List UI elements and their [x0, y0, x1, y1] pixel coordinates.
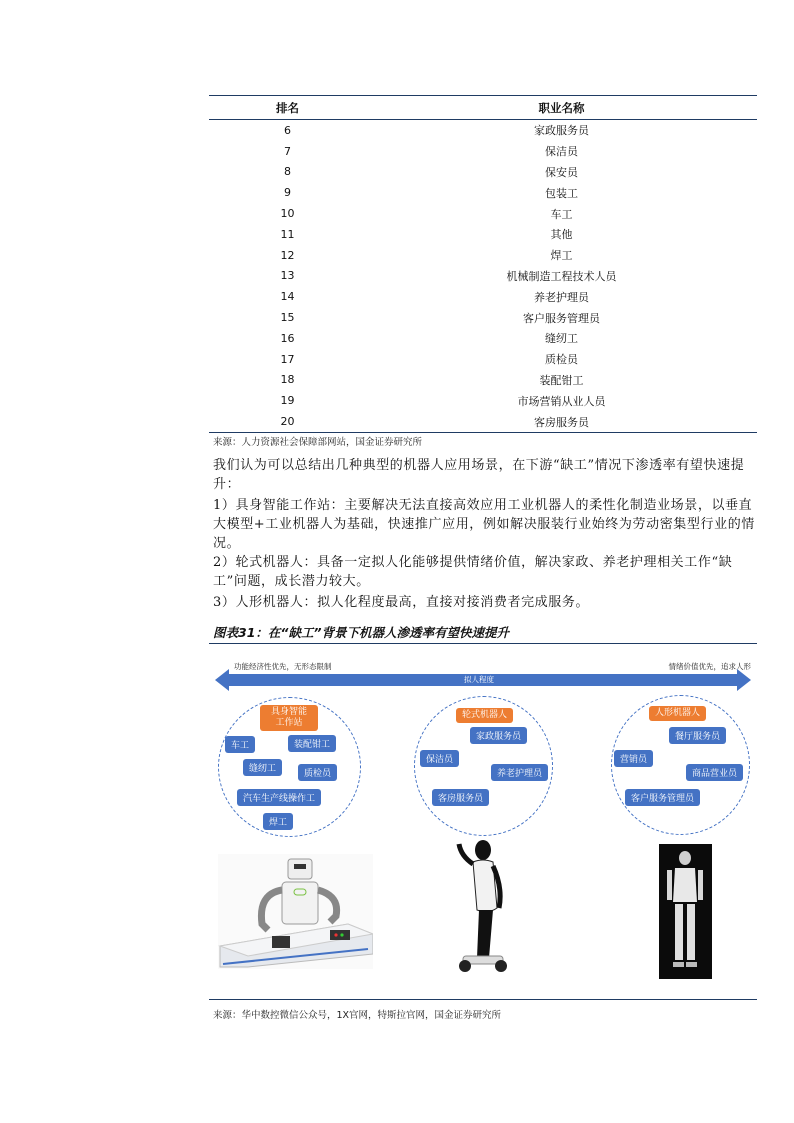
table-row [209, 349, 757, 370]
figure-canvas [209, 646, 757, 999]
occupation-cell: 车工 [550, 207, 573, 221]
rank-cell: 18 [280, 373, 295, 387]
occupation-tag: 家政服务员 [470, 727, 527, 744]
occupation-tag: 焊工 [263, 813, 293, 830]
rank-cell: 19 [280, 394, 295, 408]
header-rank: 排名 [209, 96, 366, 120]
rank-cell: 9 [284, 186, 291, 200]
rank-cell: 17 [280, 352, 295, 366]
workstation-robot-image [218, 854, 373, 969]
occupation-cell: 其他 [550, 228, 573, 242]
table-source: 来源：人力资源社会保障部网站，国金证券研究所 [213, 437, 423, 448]
rank-cell: 6 [284, 123, 291, 137]
table-row [209, 370, 757, 391]
occupation-tag: 缝纫工 [243, 759, 282, 776]
humanoid-robot-image [659, 844, 712, 979]
arrow-center-label: 拟人程度 [464, 675, 494, 684]
rank-cell: 15 [280, 311, 295, 325]
table-row [209, 224, 757, 245]
rank-cell: 11 [280, 227, 295, 241]
rank-cell: 10 [280, 207, 295, 221]
figure-bottom-rule [209, 999, 757, 1000]
occupation-cell: 质检员 [545, 353, 578, 367]
embodied-workstation-tag [260, 705, 318, 731]
occupation-tag: 养老护理员 [491, 764, 548, 781]
table-row [209, 328, 757, 349]
table-row [209, 141, 757, 162]
header-occupation: 职业名称 [366, 96, 757, 120]
wheeled-robot-tag: 轮式机器人 [456, 708, 513, 723]
rank-cell: 8 [284, 165, 291, 179]
occupation-cell: 保安员 [545, 165, 578, 179]
occupation-cell: 机械制造工程技术人员 [506, 269, 617, 283]
group-head-line1: 具身智能 [270, 707, 307, 717]
occupation-tag: 保洁员 [420, 750, 459, 767]
arrow-left-label: 功能经济性优先，无形态限制 [234, 662, 332, 671]
occupation-tag: 客户服务管理员 [625, 789, 700, 806]
occupation-cell: 养老护理员 [534, 290, 589, 304]
rank-cell: 14 [280, 290, 295, 304]
occupation-tag: 装配钳工 [288, 735, 336, 752]
figure-source: 来源：华中数控微信公众号，1X官网，特斯拉官网，国金证券研究所 [213, 1010, 502, 1021]
occupation-tag: 客房服务员 [432, 789, 489, 806]
occupation-tag: 车工 [225, 736, 255, 753]
occupation-tag: 汽车生产线操作工 [237, 789, 321, 806]
rank-cell: 7 [284, 144, 291, 158]
intro-paragraph: 我们认为可以总结出几种典型的机器人应用场景，在下游“缺工”情况下渗透率有望快速提升： [213, 458, 745, 492]
occupation-cell: 包装工 [545, 186, 578, 200]
point-3-paragraph: 3）人形机器人：拟人化程度最高，直接对接消费者完成服务。 [213, 595, 590, 610]
table-row [209, 245, 757, 266]
occupation-cell: 装配钳工 [539, 373, 584, 387]
occupation-cell: 焊工 [550, 249, 573, 263]
occupation-cell: 客房服务员 [366, 411, 757, 432]
group-head-line2: 工作站 [275, 718, 303, 728]
table-row [209, 266, 757, 287]
table-row [209, 120, 757, 141]
humanoid-robot-tag: 人形机器人 [649, 706, 706, 721]
ranking-table [209, 95, 757, 433]
figure-title: 图表31：在“缺工”背景下机器人渗透率有望快速提升 [213, 625, 509, 640]
table-row [209, 390, 757, 411]
occupation-cell: 客户服务管理员 [523, 311, 600, 325]
arrow-right-label: 情绪价值优先，追求人形 [668, 662, 751, 671]
table-row [209, 162, 757, 183]
occupation-tag: 质检员 [298, 764, 337, 781]
occupation-tag: 餐厅服务员 [669, 727, 726, 744]
table-row [209, 307, 757, 328]
rank-cell: 16 [280, 331, 295, 345]
table-row [209, 182, 757, 203]
wheeled-robot-image [447, 838, 513, 978]
table-row [209, 411, 757, 432]
rank-cell: 12 [280, 248, 295, 262]
occupation-tag: 商品营业员 [686, 764, 743, 781]
table-row [209, 286, 757, 307]
occupation-cell: 市场营销从业人员 [517, 394, 606, 408]
figure-top-rule [209, 643, 757, 644]
point-1-paragraph: 1）具身智能工作站：主要解决无法直接高效应用工业机器人的柔性化制造业场景，以垂直大模型+工业机器人为基础，快速推广应用，例如解决服装行业始终为劳动密集型行业的情况。 [213, 498, 755, 551]
occupation-tag: 营销员 [614, 750, 653, 767]
occupation-cell: 家政服务员 [534, 124, 589, 138]
occupation-cell: 缝纫工 [545, 332, 578, 346]
rank-cell: 20 [209, 411, 366, 432]
occupation-cell: 保洁员 [545, 145, 578, 159]
table-row [209, 203, 757, 224]
point-2-paragraph: 2）轮式机器人：具备一定拟人化能够提供情绪价值，解决家政、养老护理相关工作“缺工”问题，成长潜力较大。 [213, 555, 733, 589]
ranking-table-body [209, 120, 757, 433]
rank-cell: 13 [280, 269, 295, 283]
